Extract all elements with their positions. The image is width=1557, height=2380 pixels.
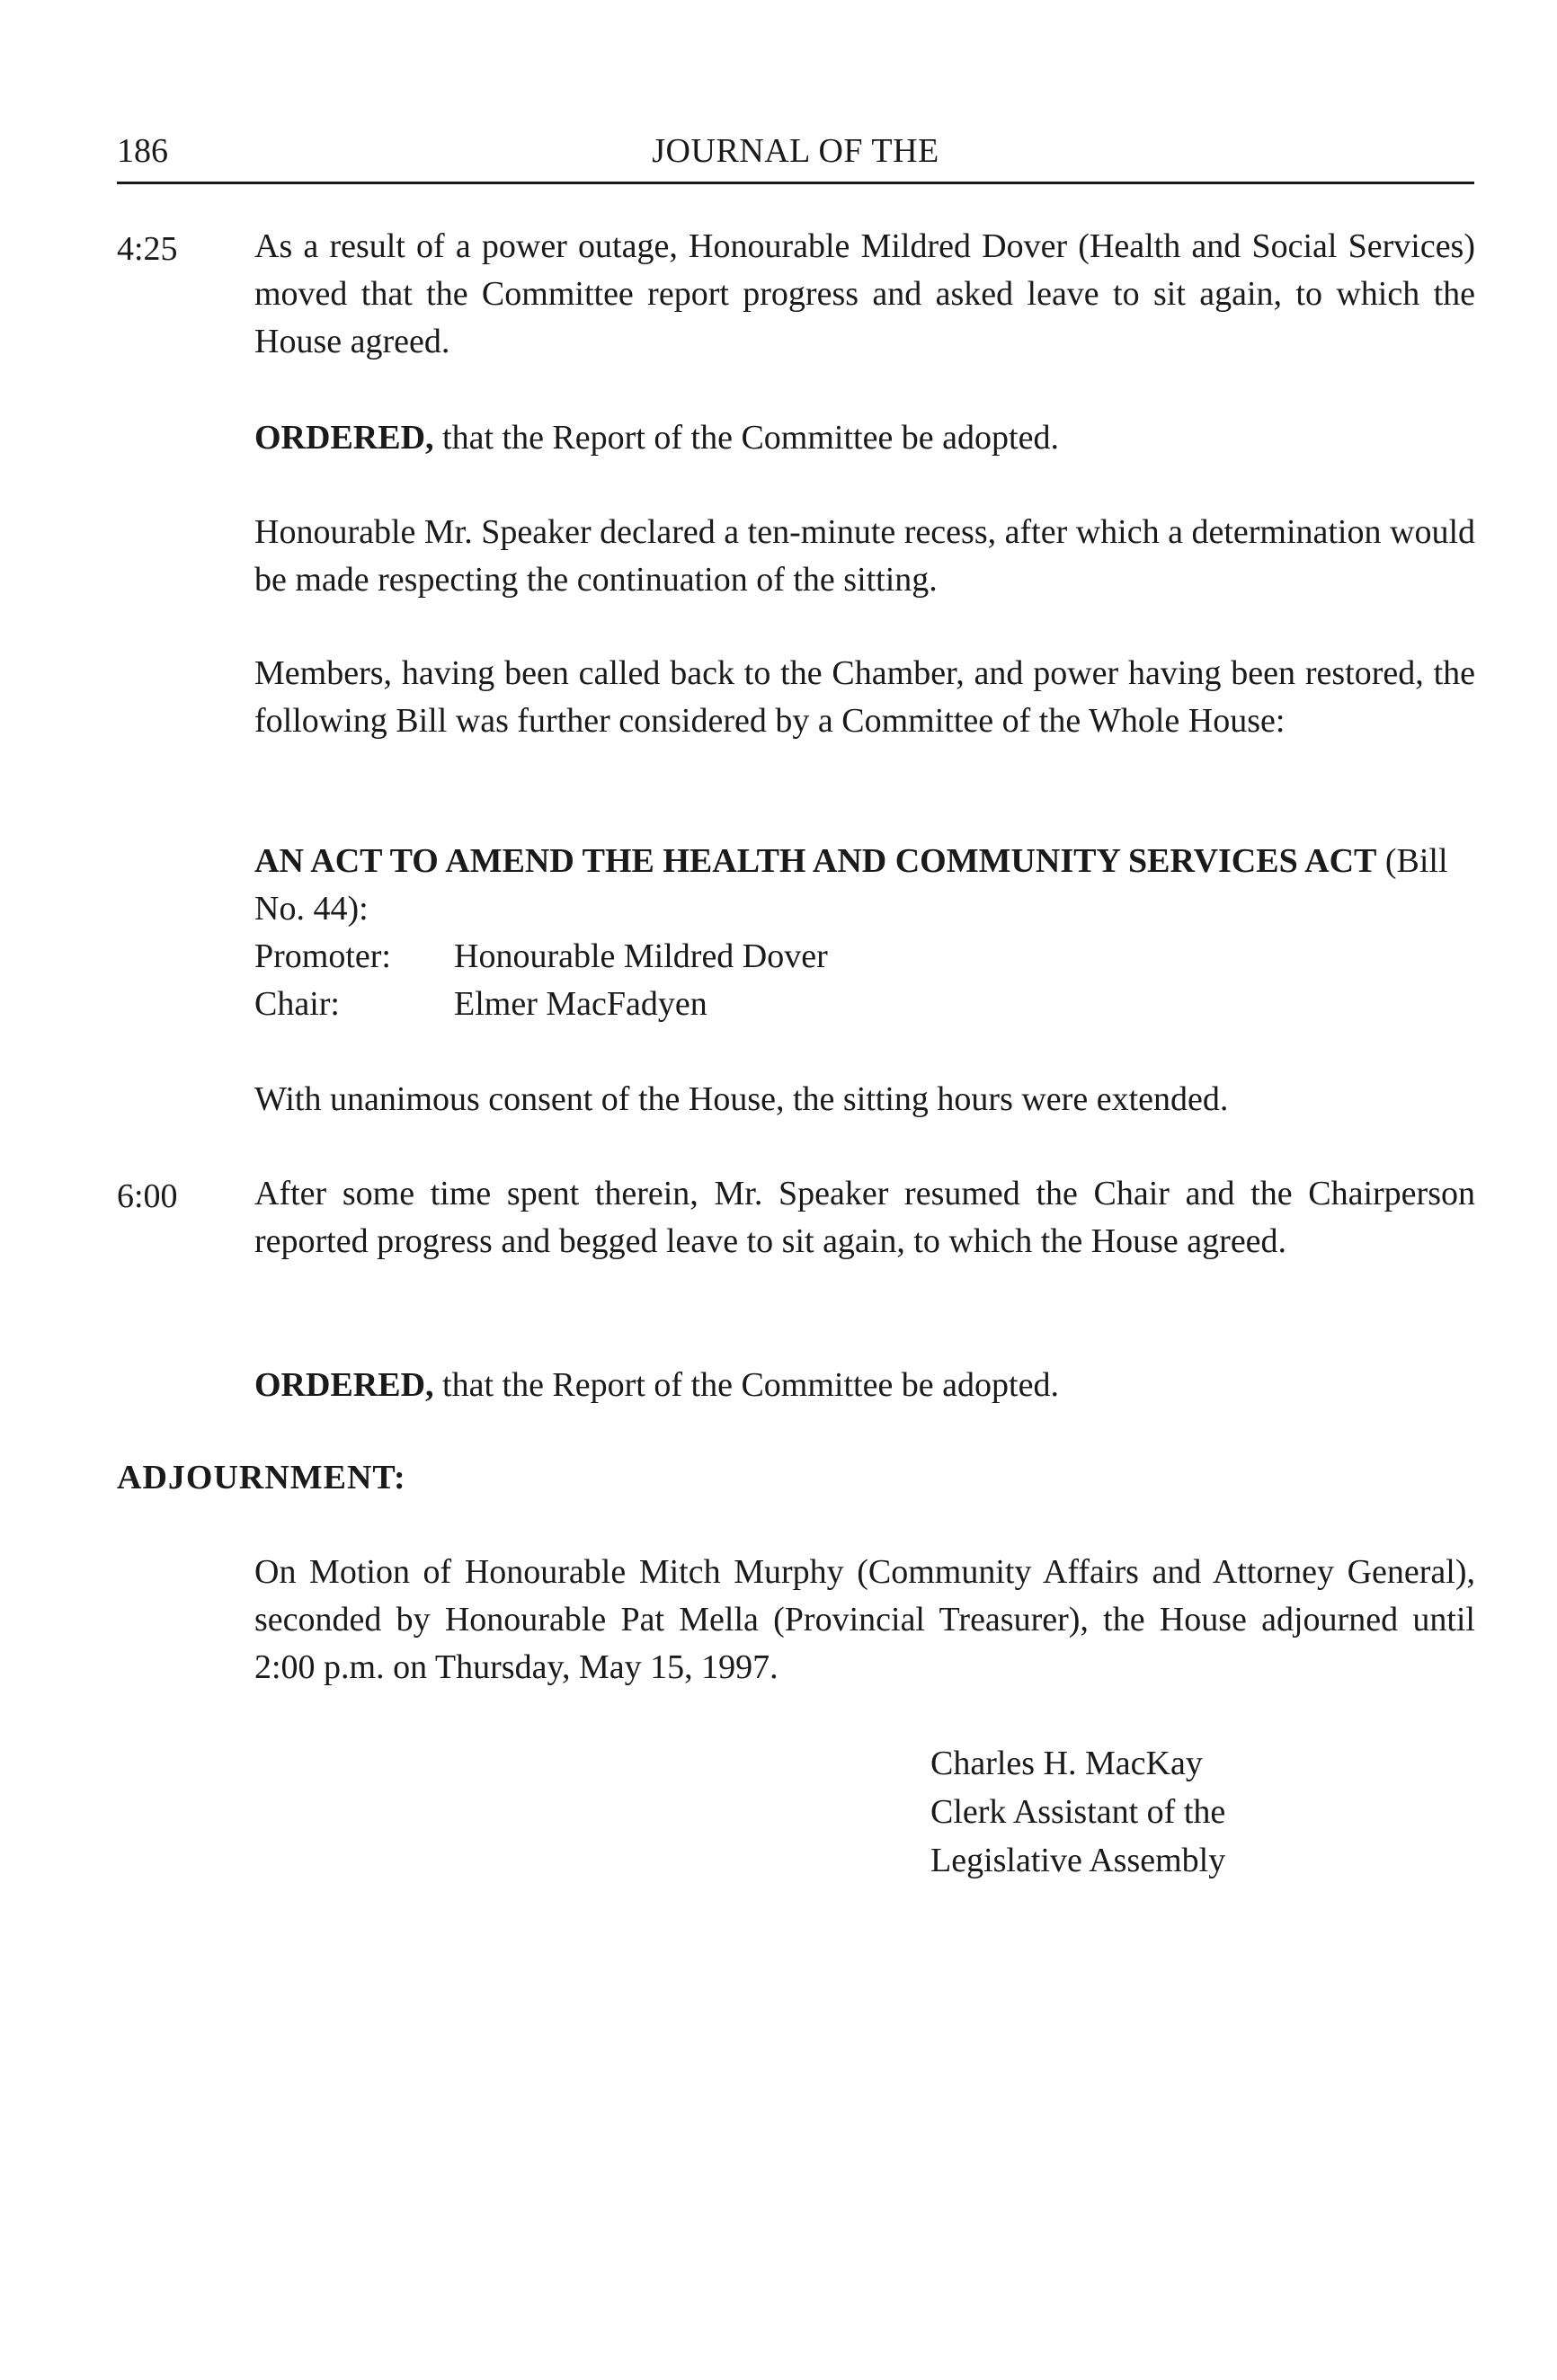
ordered-paragraph-2 — [254, 1362, 1475, 1409]
page-number: 186 — [117, 132, 168, 170]
ordered-paragraph-1 — [254, 414, 1475, 462]
ordered-text-2: that the Report of the Committee be adopted. — [433, 1366, 1059, 1404]
promoter-row — [254, 933, 828, 981]
chair-resumed-paragraph: After some time spent therein, Mr. Speaker resumed the Chair and the Chairperson reported progress and begged leave to sit again, to which the House agreed. — [254, 1175, 1475, 1260]
chair-label: Chair: — [254, 985, 340, 1023]
recess-paragraph: Honourable Mr. Speaker declared a ten-minute recess, after which a determination would be made respecting the continuation of the sitting. — [254, 513, 1475, 599]
promoter-value: Honourable Mildred Dover — [454, 937, 828, 975]
signatory-title-line-1: Clerk Assistant of the — [930, 1793, 1226, 1831]
signature-block — [930, 1739, 1225, 1885]
entry-time-600: 6:00 — [117, 1177, 178, 1215]
bill-number: (Bill No. 44): — [254, 842, 1448, 928]
running-head: JOURNAL OF THE — [652, 132, 939, 170]
bill-title-name: AN ACT TO AMEND THE HEALTH AND COMMUNITY SERVICES ACT — [254, 842, 1377, 880]
signatory-name: Charles H. MacKay — [930, 1745, 1203, 1782]
adjournment-paragraph: On Motion of Honourable Mitch Murphy (Community Affairs and Attorney General), seconded by Honourable Pat Mella (Provincial Treasurer), the House adjourned until 2:00 p.m. on Thursday, May 15, 1997. — [254, 1553, 1475, 1686]
ordered-label-1: ORDERED, — [254, 419, 434, 457]
members-paragraph: Members, having been called back to the Chamber, and power having been restored, the following Bill was further considered by a Committee of the Whole House: — [254, 654, 1475, 740]
chair-value: Elmer MacFadyen — [454, 985, 707, 1023]
adjournment-heading: ADJOURNMENT: — [117, 1459, 406, 1496]
chair-row — [254, 981, 707, 1028]
promoter-label: Promoter: — [254, 937, 391, 975]
ordered-text-1: that the Report of the Committee be adopted. — [433, 419, 1059, 457]
bill-title — [254, 838, 1475, 933]
ordered-label-2: ORDERED, — [254, 1366, 434, 1404]
page-header — [117, 126, 1474, 184]
consent-paragraph: With unanimous consent of the House, the sitting hours were extended. — [254, 1080, 1229, 1118]
entry-time-425: 4:25 — [117, 230, 178, 268]
signatory-title-line-2: Legislative Assembly — [930, 1842, 1226, 1879]
power-outage-paragraph: As a result of a power outage, Honourable Mildred Dover (Health and Social Services) moved that the Committee report progress and asked leave to sit again, to which the House agreed. — [254, 227, 1475, 360]
